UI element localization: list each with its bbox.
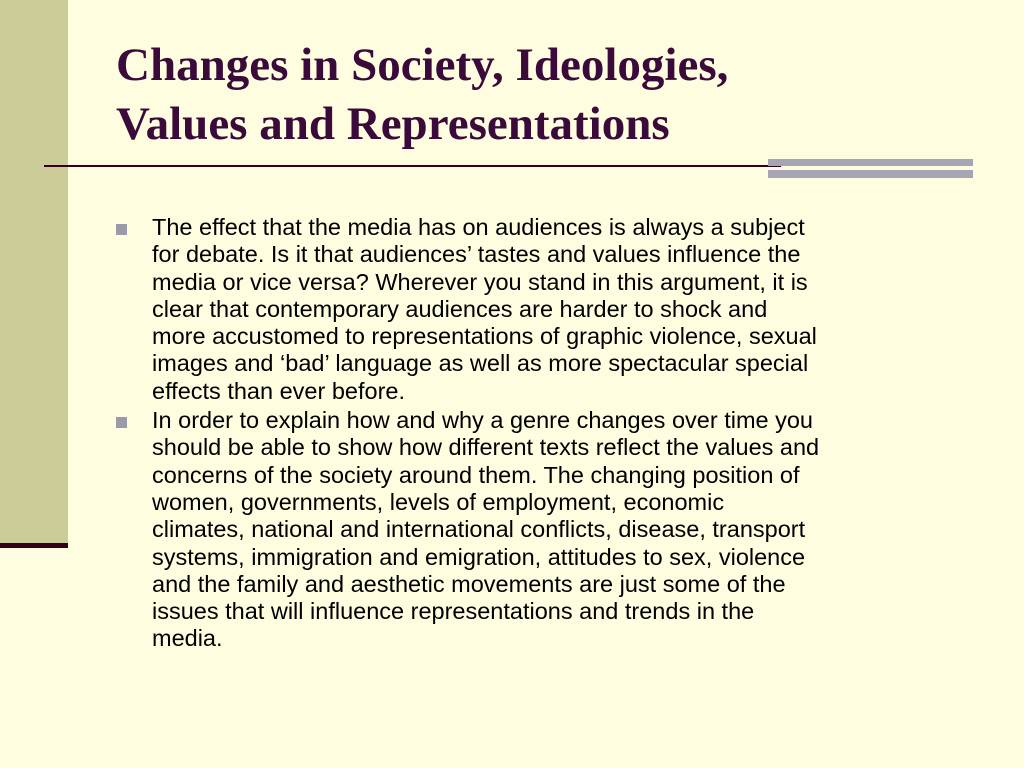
bullet-line: media. — [152, 625, 223, 652]
bullet-text — [152, 214, 976, 405]
bullet-line: should be able to show how different texts reflect the values and — [152, 434, 820, 461]
square-bullet-icon — [116, 224, 127, 235]
bullet-line: for debate. Is it that audiences’ tastes and values influence the — [152, 241, 801, 268]
accent-bar-top — [768, 159, 973, 166]
bullet-text — [152, 407, 976, 653]
slide-title-line-2: Values and Representations — [116, 98, 670, 150]
bullet-line: The effect that the media has on audiences is always a subject — [152, 214, 805, 240]
bullet-line: concerns of the society around them. The changing position of — [152, 461, 800, 488]
bullet-item — [116, 407, 976, 653]
bullet-line: media or vice versa? Wherever you stand in this argument, it is — [152, 268, 808, 295]
bullet-line: effects than ever before. — [152, 377, 406, 404]
square-bullet-icon — [116, 417, 127, 428]
slide-title — [116, 36, 876, 154]
accent-bar-bottom — [768, 170, 973, 178]
bullet-line: more accustomed to representations of graphic violence, sexual — [152, 323, 817, 350]
bullet-line: and the family and aesthetic movements are just some of the — [152, 570, 786, 597]
bullet-list — [116, 214, 976, 655]
bullet-item — [116, 214, 976, 405]
left-decorative-bar — [0, 0, 68, 543]
bullet-line: images and ‘bad’ language as well as more spectacular special — [152, 350, 809, 377]
bullet-line: systems, immigration and emigration, attitudes to sex, violence — [152, 543, 806, 570]
bullet-line: issues that will influence representations and trends in the — [152, 598, 755, 625]
bullet-line: clear that contemporary audiences are harder to shock and — [152, 295, 768, 322]
bullet-line: In order to explain how and why a genre changes over time you — [152, 407, 814, 434]
bullet-line: climates, national and international conflicts, disease, transport — [152, 516, 806, 543]
bullet-line: women, governments, levels of employment, economic — [152, 488, 725, 515]
title-divider-line — [44, 165, 781, 167]
slide-title-line-1: Changes in Society, Ideologies, — [116, 39, 729, 91]
left-bar-underline — [0, 543, 68, 548]
